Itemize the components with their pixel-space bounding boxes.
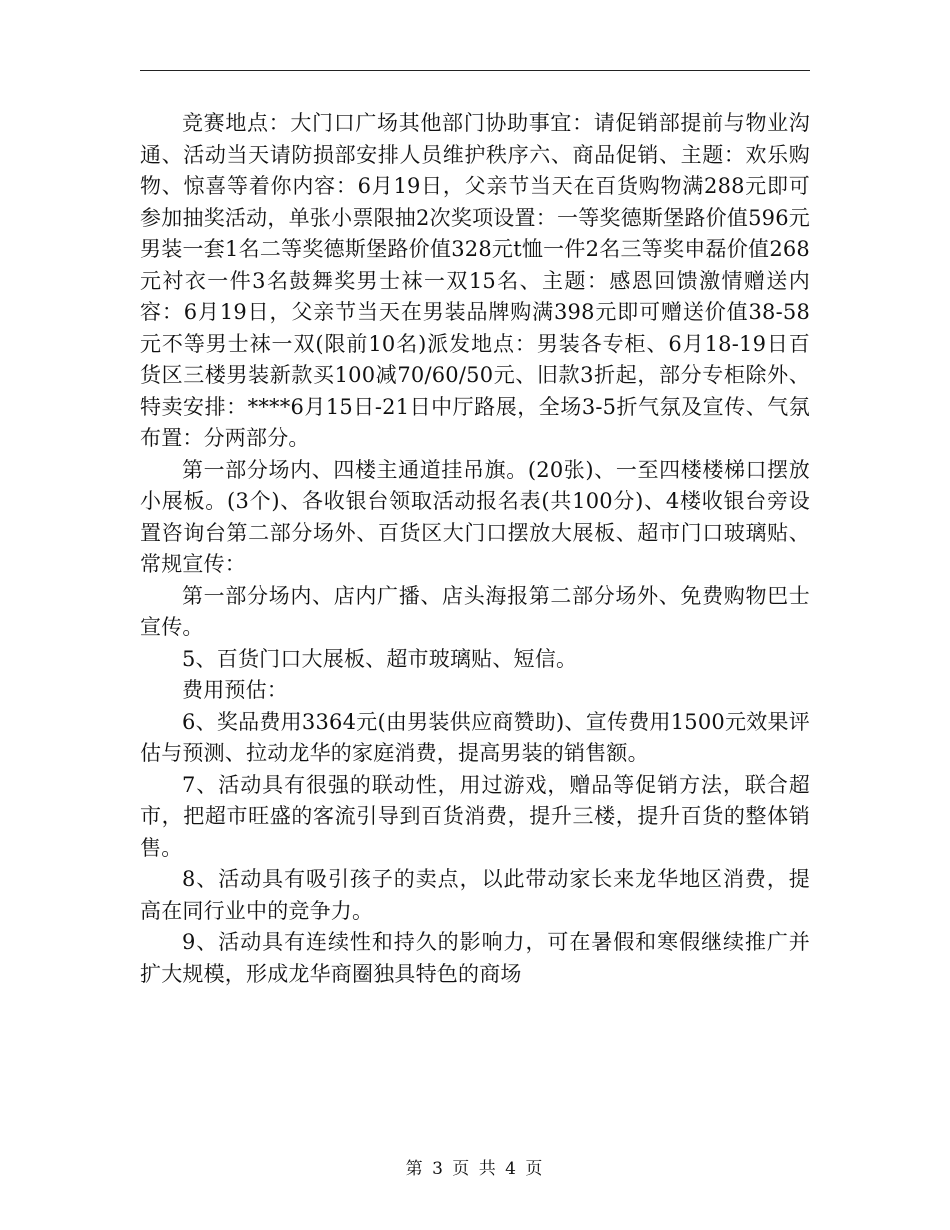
paragraph: 9、活动具有连续性和持久的影响力，可在暑假和寒假继续推广并扩大规模，形成龙华商圈独具特色的商场 (140, 930, 810, 986)
paragraph: 第一部分场内、店内广播、店头海报第二部分场外、免费购物巴士宣传。 (140, 583, 810, 639)
page-number-footer: 第 3 页 共 4 页 (405, 1159, 545, 1179)
paragraph: 费用预估： (182, 678, 288, 702)
header-rule (140, 70, 810, 71)
paragraph: 竞赛地点：大门口广场其他部门协助事宜：请促销部提前与物业沟通、活动当天请防损部安排人员维护秩序六、商品促销、主题：欢乐购物、惊喜等着你内容：6月19日，父亲节当天在百货购物满288元即可参加抽奖活动，单张小票限抽2次奖项设置：一等奖德斯堡路价值596元男装一套1名二等奖德斯堡路价值328元t恤一件2名三等奖申磊价值268元衬衣一件3名鼓舞奖男士袜一双15名、主题：感恩回馈激情赠送内容：6月19日，父亲节当天在男装品牌购满398元即可赠送价值38-58元不等男士袜一双(限前10名)派发地点：男装各专柜、6月18-19日百货区三楼男装新款买100减70/60/50元、旧款3折起，部分专柜除外、特卖安排：****6月15日-21日中厅路展，全场3-5折气氛及宣传、气氛布置：分两部分。 (140, 111, 810, 450)
paragraph: 6、奖品费用3364元(由男装供应商赞助)、宣传费用1500元效果评估与预测、拉动龙华的家庭消费，提高男装的销售额。 (140, 709, 810, 765)
document-body (140, 108, 810, 990)
paragraph: 7、活动具有很强的联动性，用过游戏，赠品等促销方法，联合超市，把超市旺盛的客流引导到百货消费，提升三楼，提升百货的整体销售。 (140, 772, 810, 860)
paragraph: 第一部分场内、四楼主通道挂吊旗。(20张)、一至四楼楼梯口摆放小展板。(3个)、各收银台领取活动报名表(共100分)、4楼收银台旁设置咨询台第二部分场外、百货区大门口摆放大展板、超市门口玻璃贴、常规宣传： (140, 457, 810, 576)
paragraph: 8、活动具有吸引孩子的卖点，以此带动家长来龙华地区消费，提高在同行业中的竞争力。 (140, 867, 810, 923)
paragraph: 5、百货门口大展板、超市玻璃贴、短信。 (182, 646, 578, 671)
